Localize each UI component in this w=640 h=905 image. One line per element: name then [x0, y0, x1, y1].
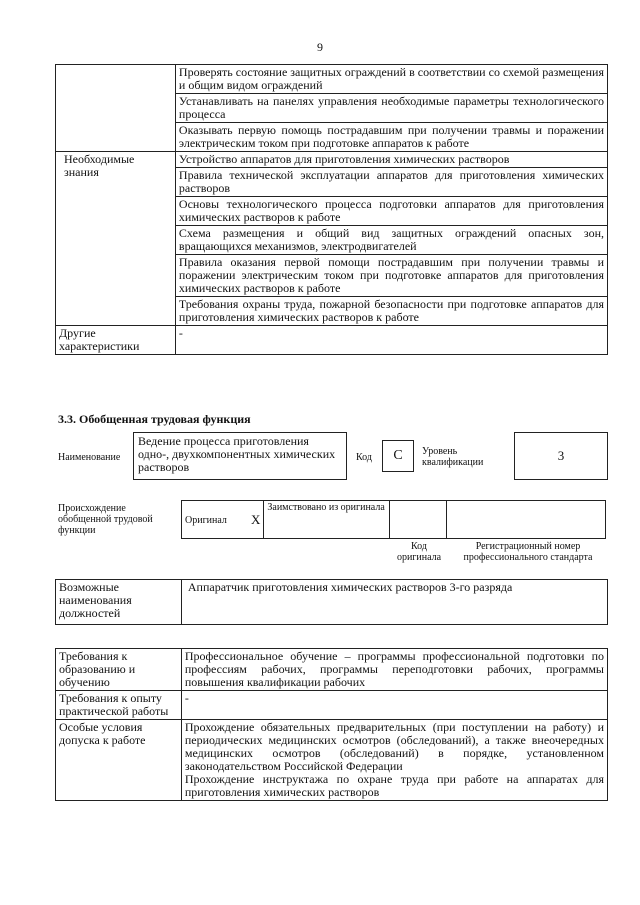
- table-row: [56, 65, 608, 94]
- requirement-label: Требования к образованию и обучению: [56, 649, 182, 691]
- other-label: Другие характеристики: [56, 326, 176, 355]
- skill-item: Устанавливать на панелях управления необходимые параметры технологического процесса: [175, 94, 607, 123]
- requirement-label: Требования к опыту практической работы: [56, 691, 182, 720]
- requirement-value: Профессиональное обучение – программы профессиональной подготовки по профессиям рабочих, программы переподготовки рабочих, программы повышения квалификации рабочих: [181, 649, 607, 691]
- positions-table: [55, 579, 608, 625]
- code-label: Код: [356, 452, 372, 463]
- knowledge-item: Основы технологического процесса подготовки аппаратов для приготовления химических растворов к работе: [175, 197, 607, 226]
- name-box: [133, 432, 347, 480]
- table-row: [56, 649, 608, 691]
- requirement-label: Особые условия допуска к работе: [56, 720, 182, 801]
- knowledge-item: Устройство аппаратов для приготовления химических растворов: [175, 152, 607, 168]
- origin-code-cell: [389, 501, 446, 539]
- origin-label: Происхождение обобщенной трудовой функции: [58, 503, 153, 536]
- requirement-value: Прохождение обязательных предварительных (при поступлении на работу) и периодических медицинских осмотров (обследований), а также внеочередных медицинских осмотров (обследований) в порядке, установленном законодательством Российской Федерации: [184, 720, 604, 773]
- original-cell: [182, 501, 264, 539]
- knowledge-item: Требования охраны труда, пожарной безопасности при подготовке аппаратов для приготовления химических растворов к работе: [175, 297, 607, 326]
- table-row: [56, 326, 608, 355]
- section-heading: 3.3. Обобщенная трудовая функция: [58, 412, 251, 426]
- table-row: [56, 152, 608, 168]
- reg-caption: Регистрационный номер профессионального стандарта: [463, 541, 593, 563]
- knowledge-item: Правила технической эксплуатации аппаратов для приготовления химических растворов: [175, 168, 607, 197]
- requirement-value: -: [181, 691, 607, 720]
- code-box: [382, 440, 414, 472]
- origin-reg-cell: [447, 501, 606, 539]
- requirement-value-extra: Прохождение инструктажа по охране труда при работе на аппаратах для приготовления химических растворов: [184, 772, 604, 799]
- original-label: Оригинал: [185, 515, 227, 526]
- skill-item: Проверять состояние защитных ограждений в соответствии со схемой размещения и общим видом ограждений: [175, 65, 607, 94]
- knowledge-label: Необходимые знания: [56, 152, 176, 326]
- table-row: [182, 501, 606, 539]
- code-caption: Код оригинала: [396, 541, 442, 563]
- table-row: [56, 720, 608, 801]
- original-mark: Х: [250, 512, 261, 527]
- skill-item: Оказывать первую помощь пострадавшим при получении травмы и поражении электрическим током при подготовке аппаратов к работе: [175, 123, 607, 152]
- knowledge-item: Схема размещения и общий вид защитных ограждений опасных зон, вращающихся механизмов, электродвигателей: [175, 226, 607, 255]
- level-value: 3: [557, 448, 565, 463]
- level-label: Уровень квалификации: [422, 446, 484, 468]
- code-value: С: [393, 448, 403, 463]
- knowledge-item: Правила оказания первой помощи пострадавшим при получении травмы и поражении электрическим током при подготовке аппаратов для приготовления химических растворов к работе: [175, 255, 607, 297]
- page-number: 9: [317, 40, 323, 54]
- skills-knowledge-table: [55, 64, 608, 355]
- empty-label-cell: [56, 65, 176, 152]
- requirements-table: [55, 648, 608, 801]
- positions-label: Возможные наименования должностей: [56, 580, 182, 625]
- origin-table: [181, 500, 606, 539]
- table-row: [56, 691, 608, 720]
- requirement-value-cell: [181, 720, 607, 801]
- name-label: Наименование: [58, 452, 121, 463]
- table-row: [56, 580, 608, 625]
- level-box: [514, 432, 608, 480]
- name-value: Ведение процесса приготовления одно-, двухкомпонентных химических растворов: [138, 434, 336, 474]
- borrowed-label: Заимствовано из оригинала: [264, 501, 390, 539]
- positions-value: Аппаратчик приготовления химических растворов 3-го разряда: [181, 580, 607, 625]
- other-value: -: [175, 326, 607, 355]
